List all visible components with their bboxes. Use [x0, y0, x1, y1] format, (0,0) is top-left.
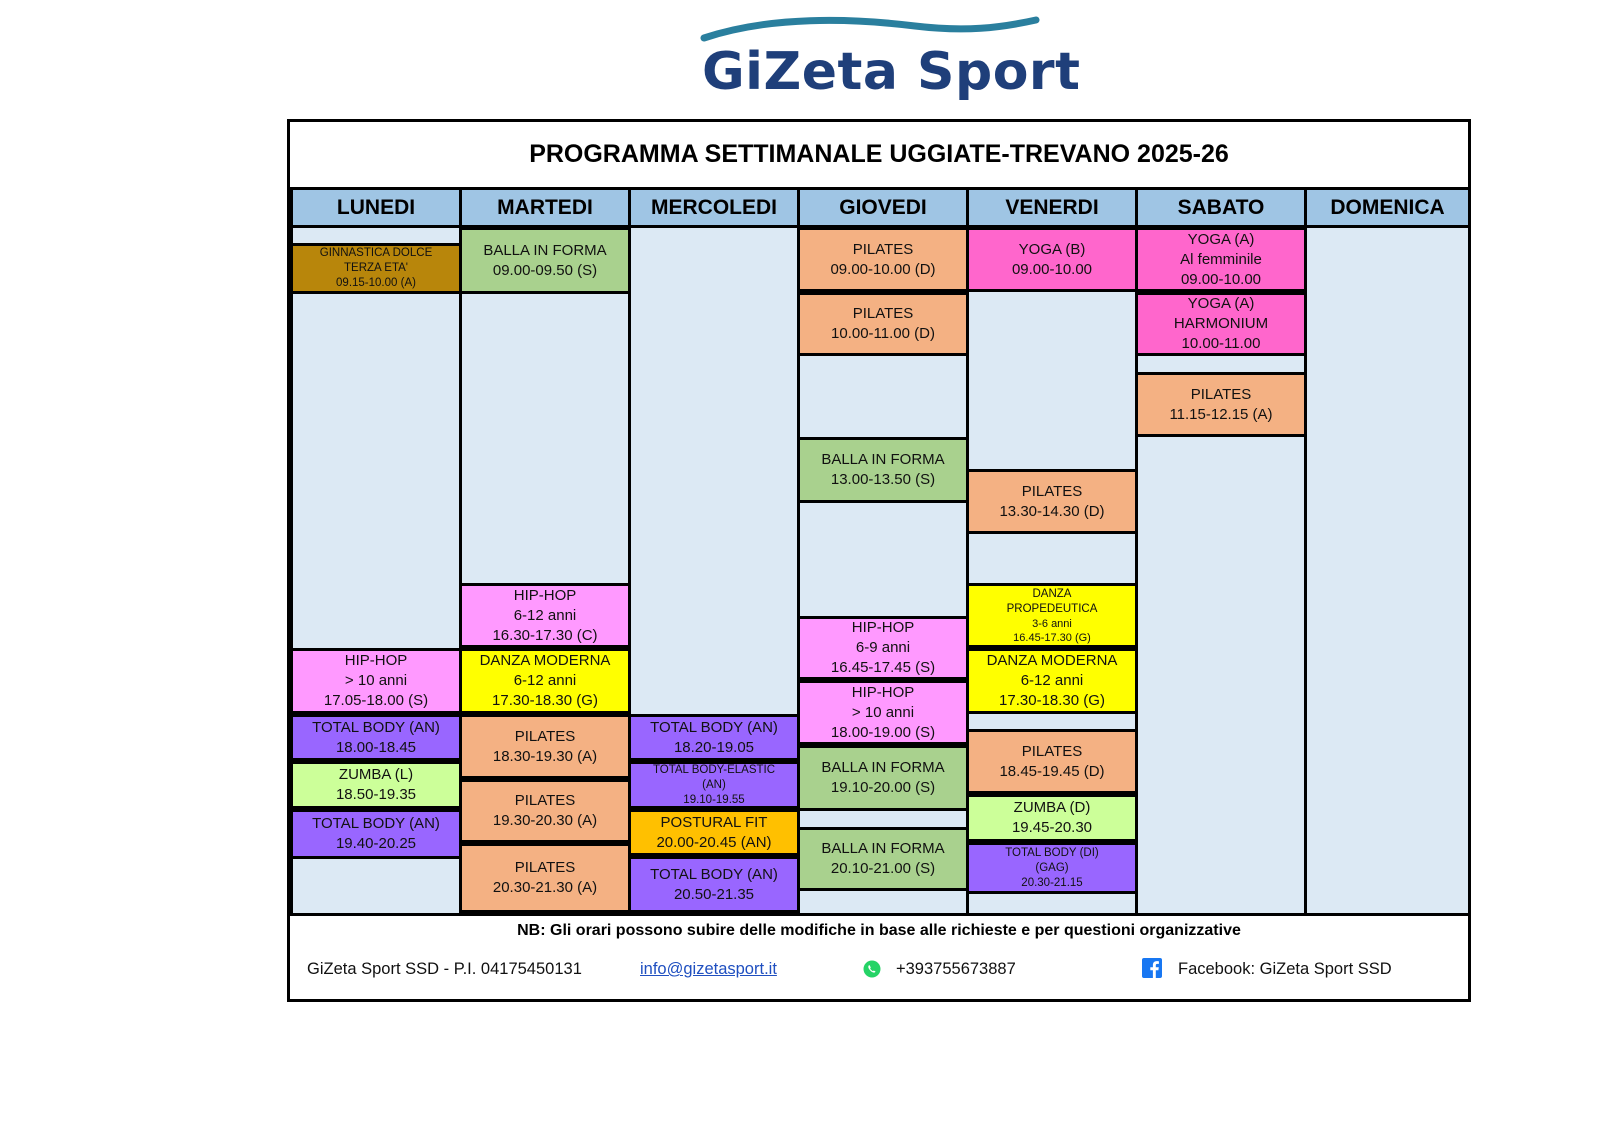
class-time: 20.00-20.45 (AN)	[656, 833, 772, 851]
class-block	[462, 227, 628, 294]
day-column-lunedi	[290, 190, 459, 913]
class-name: PILATES	[1021, 482, 1083, 500]
class-time: 16.45-17.30 (G)	[1013, 631, 1091, 644]
day-header-sabato: SABATO	[1138, 190, 1304, 228]
class-block	[800, 827, 966, 891]
class-time: 11.15-12.15 (A)	[1169, 405, 1273, 423]
day-column-sabato	[1135, 190, 1304, 913]
class-name: BALLA IN FORMA	[821, 451, 945, 468]
class-name: PILATES	[1190, 385, 1252, 403]
class-time: 18.30-19.30 (A)	[492, 747, 598, 765]
class-block	[1138, 372, 1304, 437]
class-name: YOGA (A)	[1187, 230, 1255, 248]
class-block	[969, 583, 1135, 648]
class-block	[293, 714, 459, 761]
class-name: PILATES	[852, 305, 914, 322]
class-name: HIP-HOP	[851, 683, 915, 701]
class-time: 16.45-17.45 (S)	[830, 659, 936, 676]
class-name: DANZA MODERNA	[986, 652, 1118, 669]
class-detail: 6-12 anni	[513, 606, 577, 624]
class-block	[800, 616, 966, 680]
class-name: PILATES	[852, 240, 914, 258]
class-time: 10.00-11.00	[1181, 335, 1261, 352]
class-time: 09.00-10.00	[1180, 270, 1262, 288]
class-block	[293, 809, 459, 859]
day-header-martedi: MARTEDI	[462, 190, 628, 228]
whatsapp-icon[interactable]	[863, 960, 881, 978]
class-block	[969, 469, 1135, 534]
class-time: 17.30-18.30 (G)	[492, 692, 598, 709]
class-time: 10.00-11.00 (D)	[831, 325, 935, 342]
class-name: PILATES	[514, 727, 576, 745]
class-detail: 6-12 anni	[1020, 672, 1084, 689]
day-column-giovedi	[797, 190, 966, 913]
day-column-martedi	[459, 190, 628, 913]
class-detail: 6-12 anni	[513, 672, 577, 689]
footer-facebook: Facebook: GiZeta Sport SSD	[1178, 960, 1392, 978]
class-time: 09.00-09.50 (S)	[492, 261, 598, 279]
facebook-icon[interactable]	[1142, 958, 1162, 978]
class-time: 09.00-10.00 (D)	[830, 260, 936, 278]
class-name: BALLA IN FORMA	[821, 840, 945, 857]
class-block	[462, 779, 628, 843]
class-name: POSTURAL FIT	[660, 813, 768, 831]
class-name: PILATES	[514, 792, 576, 809]
class-name: HIP-HOP	[513, 586, 577, 604]
class-name: ZUMBA (L)	[338, 766, 414, 783]
class-detail: PROPEDEUTICA	[1006, 602, 1098, 615]
class-name: PILATES	[1021, 742, 1083, 760]
class-name: ZUMBA (D)	[1013, 799, 1091, 816]
class-time: 16.30-17.30 (C)	[492, 626, 598, 644]
class-detail: (GAG)	[1035, 861, 1069, 874]
footer	[290, 913, 1468, 999]
class-time: 19.30-20.30 (A)	[492, 812, 598, 829]
class-name: TOTAL BODY (AN)	[312, 718, 440, 736]
class-name: YOGA (B)	[1018, 240, 1086, 258]
class-detail: 3-6 anni	[1032, 617, 1072, 630]
class-name: TOTAL BODY (AN)	[650, 718, 778, 736]
class-detail: TERZA ETA'	[344, 262, 408, 274]
class-block	[969, 842, 1135, 894]
footer-phone: +393755673887	[896, 960, 1016, 978]
class-block	[462, 714, 628, 779]
class-time: 17.05-18.00 (S)	[323, 692, 429, 709]
class-block	[631, 761, 797, 809]
class-time: 18.20-19.05	[673, 738, 755, 756]
class-block	[631, 714, 797, 761]
class-name: TOTAL BODY-ELASTIC	[652, 763, 776, 776]
schedule-note: NB: Gli orari possono subire delle modifiche in base alle richieste e per questioni organizzative	[517, 922, 1241, 939]
class-block	[800, 745, 966, 811]
class-block	[800, 227, 966, 292]
class-block	[293, 761, 459, 809]
class-block	[293, 243, 459, 294]
class-block	[1138, 227, 1304, 292]
class-time: 09.15-10.00 (A)	[336, 277, 416, 289]
day-column-domenica	[1304, 190, 1468, 913]
class-block	[462, 843, 628, 913]
class-name: HIP-HOP	[851, 619, 915, 636]
day-column-mercoledi	[628, 190, 797, 913]
class-time: 20.30-21.30 (A)	[492, 879, 598, 896]
class-block	[462, 583, 628, 648]
class-block	[969, 794, 1135, 842]
class-detail: > 10 anni	[344, 672, 408, 689]
class-time: 18.45-19.45 (D)	[999, 762, 1105, 780]
page-title: PROGRAMMA SETTIMANALE UGGIATE-TREVANO 2025-26	[290, 122, 1468, 190]
class-detail: (AN)	[702, 778, 726, 791]
footer-company: GiZeta Sport SSD - P.I. 04175450131	[307, 960, 582, 978]
class-block	[631, 809, 797, 856]
class-block	[800, 292, 966, 356]
class-block	[800, 680, 966, 745]
class-block	[462, 648, 628, 714]
class-detail: Al femminile	[1180, 250, 1262, 268]
class-time: 19.40-20.25	[335, 835, 417, 852]
class-time: 18.00-19.00 (S)	[830, 723, 936, 741]
class-name: TOTAL BODY (DI)	[1005, 846, 1099, 859]
class-block	[293, 648, 459, 714]
class-name: TOTAL BODY (AN)	[312, 815, 440, 832]
day-header-venerdi: VENERDI	[969, 190, 1135, 228]
class-name: HIP-HOP	[344, 652, 408, 669]
class-name: TOTAL BODY (AN)	[650, 865, 778, 883]
class-time: 13.00-13.50 (S)	[830, 471, 936, 488]
class-block	[631, 856, 797, 913]
day-header-giovedi: GIOVEDI	[800, 190, 966, 228]
class-time: 19.10-20.00 (S)	[830, 779, 936, 796]
class-detail: > 10 anni	[851, 703, 915, 721]
class-name: PILATES	[514, 859, 576, 876]
class-name: YOGA (A)	[1187, 295, 1255, 312]
class-name: DANZA	[1032, 587, 1072, 600]
footer-email-link[interactable]: info@gizetasport.it	[640, 960, 777, 978]
class-time: 18.50-19.35	[335, 786, 417, 803]
day-column-venerdi	[966, 190, 1135, 913]
class-block	[969, 227, 1135, 292]
class-detail: HARMONIUM	[1173, 315, 1269, 332]
class-block	[969, 729, 1135, 794]
day-header-lunedi: LUNEDI	[293, 190, 459, 228]
class-time: 09.00-10.00	[1011, 260, 1093, 278]
class-name: BALLA IN FORMA	[483, 241, 607, 259]
class-time: 19.45-20.30	[1011, 819, 1093, 836]
class-time: 18.00-18.45	[335, 738, 417, 756]
class-time: 19.10-19.55	[683, 793, 745, 806]
class-time: 20.10-21.00 (S)	[830, 860, 936, 877]
day-header-domenica: DOMENICA	[1307, 190, 1468, 228]
logo	[700, 14, 1081, 106]
class-block	[1138, 292, 1304, 356]
logo-text: GiZeta Sport	[702, 42, 1081, 102]
class-time: 17.30-18.30 (G)	[999, 692, 1105, 709]
class-time: 20.50-21.35	[673, 885, 755, 903]
day-header-mercoledi: MERCOLEDI	[631, 190, 797, 228]
class-time: 13.30-14.30 (D)	[999, 502, 1105, 520]
class-detail: 6-9 anni	[855, 639, 911, 656]
class-time: 20.30-21.15	[1021, 876, 1083, 889]
class-name: BALLA IN FORMA	[821, 759, 945, 776]
class-name: DANZA MODERNA	[479, 652, 611, 669]
class-block	[969, 648, 1135, 714]
class-name: GINNASTICA DOLCE	[319, 247, 433, 259]
class-block	[800, 437, 966, 503]
